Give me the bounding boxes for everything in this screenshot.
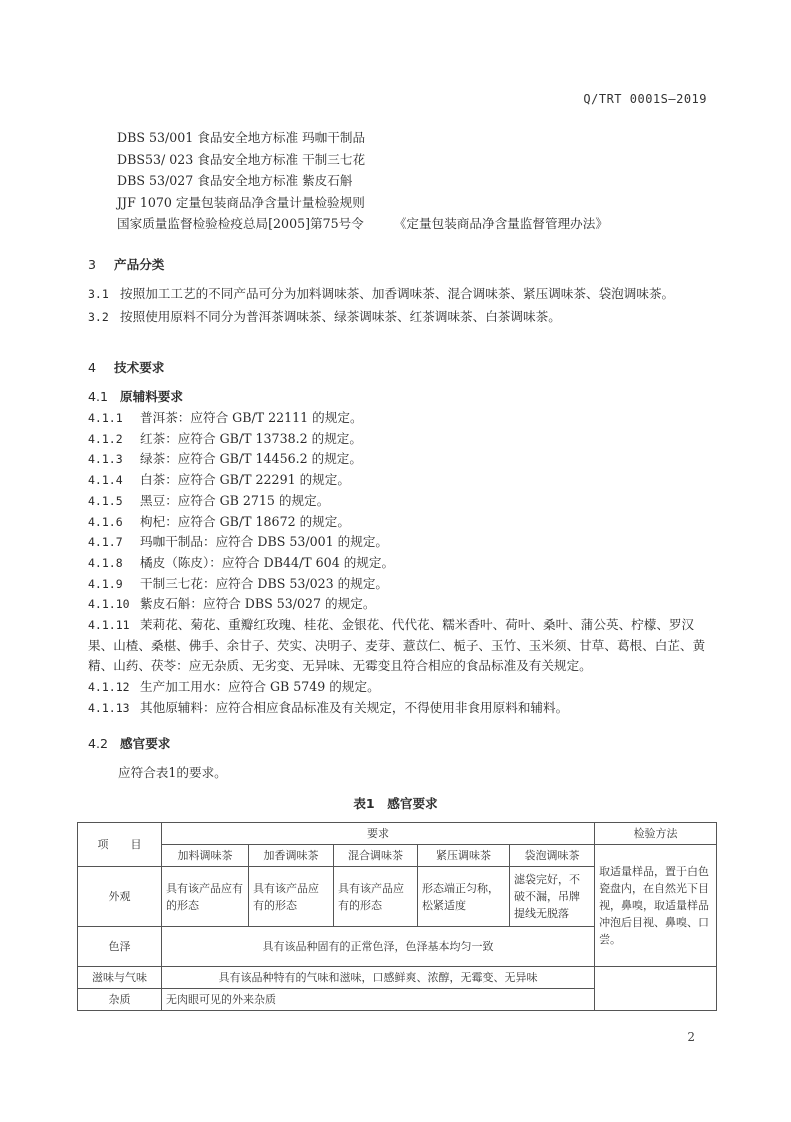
sensory-requirements-table — [77, 822, 717, 1011]
clause-item: 4.1.10 紫皮石斛：应符合 DBS 53/027 的规定。 — [88, 596, 376, 612]
table-cell: 具有该产品应有的形态 — [249, 867, 334, 927]
row-label: 色泽 — [78, 927, 162, 967]
reference-item: DBS 53/027 食品安全地方标准 紫皮石斛 — [117, 173, 353, 188]
table-cell: 具有该品种特有的气味和滋味，口感鲜爽、浓醇，无霉变、无异味 — [162, 967, 595, 989]
clause-item: 4.1.2 红茶：应符合 GB/T 13738.2 的规定。 — [88, 430, 362, 446]
table-header-row — [78, 823, 717, 845]
reference-list — [117, 127, 608, 235]
table-cell: 具有该产品应有的形态 — [334, 867, 418, 927]
section-3-items — [88, 284, 713, 327]
section-4-1-items — [88, 408, 713, 719]
clause-item: 4.1.8 橘皮（陈皮）：应符合 DB44/T 604 的规定。 — [88, 554, 395, 570]
subheader-cell: 紧压调味茶 — [418, 845, 510, 867]
table-cell: 具有该产品应有的形态 — [162, 867, 249, 927]
header-requirement: 要求 — [162, 823, 595, 845]
table-cell: 滤袋完好，不破不漏，吊牌提线无脱落 — [510, 867, 595, 927]
clause-item: 4.1.4 白茶：应符合 GB/T 22291 的规定。 — [88, 472, 350, 488]
table-subheader-row — [78, 845, 717, 867]
clause-item: 4.1.13 其他原辅料：应符合相应食品标准及有关规定，不得使用非食用原料和辅料。 — [88, 699, 569, 715]
method-cell: 取适量样品，置于白色瓷盘内，在自然光下目视，鼻嗅，取适量样品冲泡后目视、鼻嗅、口尝。 — [595, 845, 717, 967]
table-cell: 无肉眼可见的外来杂质 — [162, 989, 595, 1011]
section-4-2-intro: 应符合表1的要求。 — [118, 765, 227, 780]
clause-item: 4.1.9 干制三七花：应符合 DBS 53/023 的规定。 — [88, 575, 389, 591]
subheader-cell: 袋泡调味茶 — [510, 845, 595, 867]
clause-item: 4.1.11 茉莉花、菊花、重瓣红玫瑰、桂花、金银花、代代花、糯米香叶、荷叶、桑叶、蒲公英、柠檬、罗汉果、山楂、桑椹、佛手、余甘子、芡实、决明子、麦芽、薏苡仁、栀子、玉竹、玉米须、甘草、葛根、白芷、黄精、山药、茯苓：应无杂质、无劣变、无异味、无霉变且符合相应的食品标准及有关规定。 — [88, 617, 706, 674]
subheader-cell: 加香调味茶 — [249, 845, 334, 867]
reference-item: 国家质量监督检验检疫总局[2005]第75号令 《定量包装商品净含量监督管理办法》 — [117, 216, 608, 231]
reference-item: JJF 1070 定量包装商品净含量计量检验规则 — [117, 194, 365, 210]
clause-item: 4.1.3 绿茶：应符合 GB/T 14456.2 的规定。 — [88, 451, 362, 467]
clause-item: 4.1.12 生产加工用水：应符合 GB 5749 的规定。 — [88, 679, 380, 695]
table-cell: 具有该品种固有的正常色泽，色泽基本均匀一致 — [162, 927, 595, 967]
section-4-heading: 4 技术要求 — [88, 360, 165, 375]
section-4-1-heading: 4.1 原辅料要求 — [88, 389, 183, 404]
table-row-flavor — [78, 967, 717, 989]
clause-item: 4.1.7 玛咖干制品：应符合 DBS 53/001 的规定。 — [88, 534, 389, 550]
page-number: 2 — [687, 1030, 695, 1044]
reference-item: DBS53/ 023 食品安全地方标准 干制三七花 — [117, 151, 366, 167]
header-method: 检验方法 — [595, 823, 717, 845]
header-item: 项 目 — [78, 823, 162, 867]
clause-item: 4.1.1 普洱茶：应符合 GB/T 22111 的规定。 — [88, 410, 363, 425]
row-label: 杂质 — [78, 989, 162, 1011]
subheader-cell: 加料调味茶 — [162, 845, 249, 867]
table-title: 表1 感官要求 — [353, 796, 438, 811]
reference-item: DBS 53/001 食品安全地方标准 玛咖干制品 — [117, 130, 366, 145]
clause-3-2: 3.2 按照使用原料不同分为普洱茶调味茶、绿茶调味茶、红茶调味茶、白茶调味茶。 — [88, 308, 561, 324]
clause-item: 4.1.6 枸杞：应符合 GB/T 18672 的规定。 — [88, 513, 350, 529]
document-id: Q/TRT 0001S—2019 — [583, 92, 707, 106]
empty-cell — [595, 967, 717, 1011]
row-label: 外观 — [78, 867, 162, 927]
table-cell: 形态端正匀称，松紧适度 — [418, 867, 510, 927]
row-label: 滋味与气味 — [78, 967, 162, 989]
subheader-cell: 混合调味茶 — [334, 845, 418, 867]
section-4-2-heading: 4.2 感官要求 — [88, 736, 171, 751]
section-3-heading: 3 产品分类 — [88, 257, 165, 272]
clause-item: 4.1.5 黑豆：应符合 GB 2715 的规定。 — [88, 492, 330, 508]
clause-3-1: 3.1 按照加工工艺的不同产品可分为加料调味茶、加香调味茶、混合调味茶、紧压调味茶、袋泡调味茶。 — [88, 286, 675, 301]
